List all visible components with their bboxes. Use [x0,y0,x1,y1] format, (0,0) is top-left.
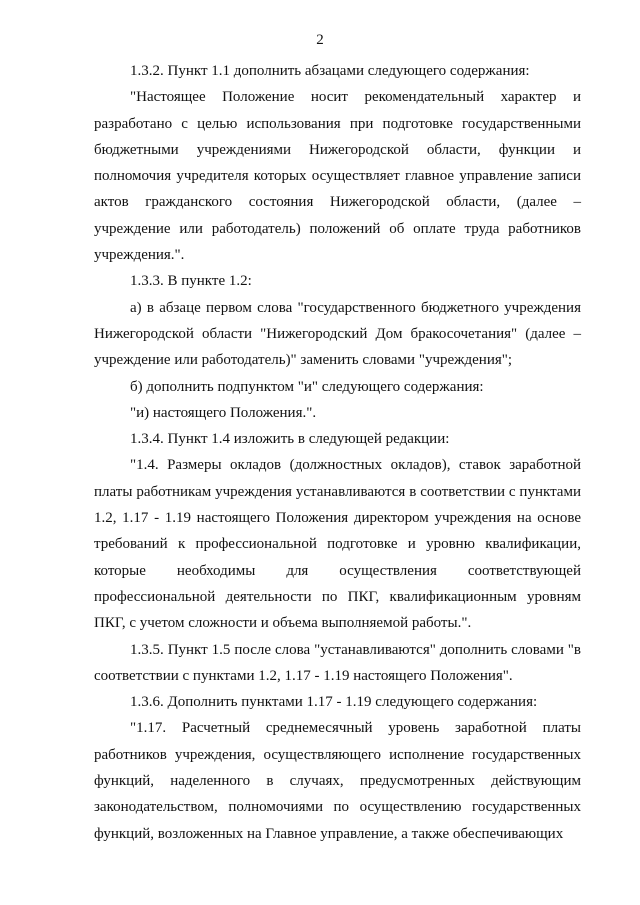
paragraph-1-3-6: 1.3.6. Дополнить пунктами 1.17 - 1.19 следующего содержания: [130,694,538,711]
paragraph-quote-1-1: "Настоящее Положение носит рекомендательный характер и разработано с целью использования при подготовке государственными бюджетными учреждениями Нижегородской области, функции и полномочия учредителя которых осуществляет главное управление записи актов гражданского состояния Нижегородской области, (далее – учреждение или работодатель) положений об оплате труда работников учреждения.". [94,89,581,264]
paragraph-quote-1-4: "1.4. Размеры окладов (должностных окладов), ставок заработной платы работникам учреждения устанавливаются в соответствии с пунктами 1.2, 1.17 - 1.19 настоящего Положения директором учреждения на основе требований к профессиональной подготовке и уровню квалификации, которые необходимы для осуществления соответствующей профессиональной деятельности по ПКГ, квалификационным уровням ПКГ, с учетом сложности и объема выполняемой работы.". [94,457,581,632]
paragraph-1-3-4: 1.3.4. Пункт 1.4 изложить в следующей редакции: [130,431,450,448]
paragraph-subitem-b: б) дополнить подпунктом "и" следующего содержания: [130,378,484,395]
paragraph-1-3-3: 1.3.3. В пункте 1.2: [130,273,252,290]
document-body [94,58,581,847]
paragraph-1-3-2: 1.3.2. Пункт 1.1 дополнить абзацами следующего содержания: [130,63,530,79]
paragraph-subitem-i: "и) настоящего Положения.". [130,404,317,421]
paragraph-quote-1-17: "1.17. Расчетный среднемесячный уровень заработной платы работников учреждения, осуществляющего исполнение государственных функций, наделенного в случаях, предусмотренных действующим законодательством, полномочиями по осуществлению государственных функций, возложенных на Главное управление, а также обеспечивающих [94,720,581,842]
paragraph-1-3-5: 1.3.5. Пункт 1.5 после слова "устанавливаются" дополнить словами "в соответствии с пунктами 1.2, 1.17 - 1.19 настоящего Положения". [94,641,581,684]
paragraph-subitem-a: а) в абзаце первом слова "государственного бюджетного учреждения Нижегородской области "Нижегородский Дом бракосочетания" (далее – учреждение или работодатель)" заменить словами "учреждения"; [94,299,581,369]
page-number: 2 [316,32,324,48]
